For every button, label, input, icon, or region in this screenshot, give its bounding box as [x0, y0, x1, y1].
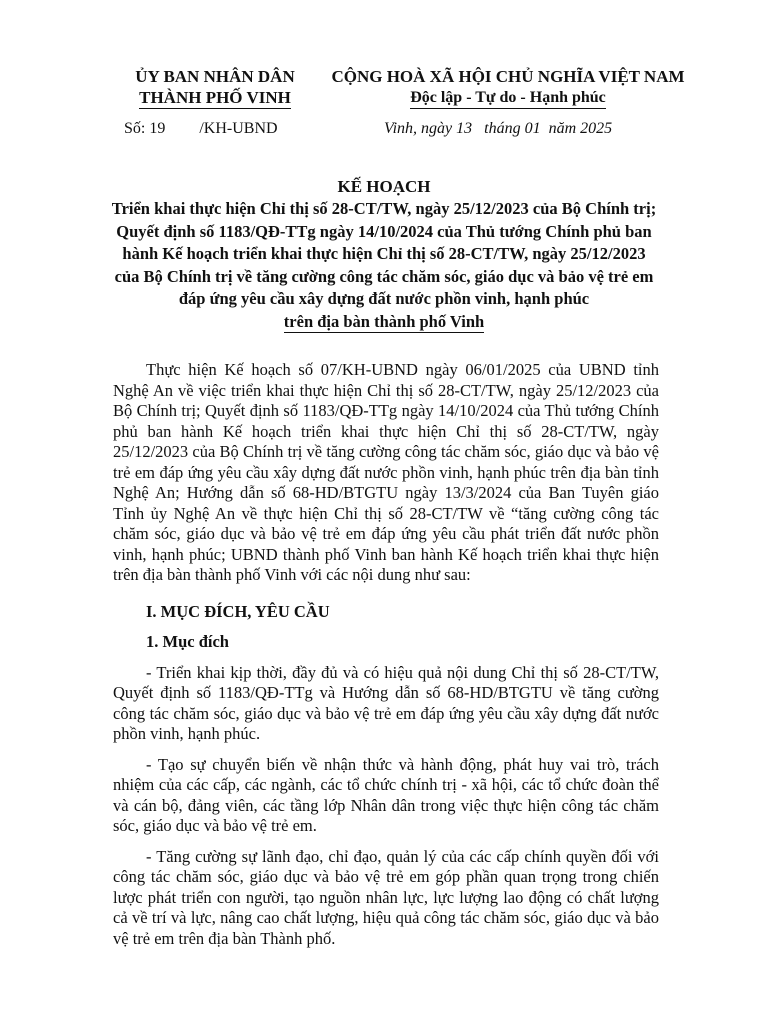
- bullet-paragraph-2: - Tạo sự chuyển biến về nhận thức và hành động, phát huy vai trò, trách nhiệm của các cấp, các ngành, các tổ chức chính trị - xã hội, các tổ chức đoàn thể và cán bộ, đảng viên, các tầng lớp Nhân dân trong việc thực hiện công tác chăm sóc, giáo dục và bảo vệ trẻ em.: [113, 754, 659, 835]
- issuer-block: [100, 66, 330, 109]
- bullet-paragraph-3: - Tăng cường sự lãnh đạo, chỉ đạo, quản lý của các cấp chính quyền đối với công tác chăm sóc, giáo dục và bảo vệ trẻ em góp phần quan trọng trong chiến lược phát triển con người, tạo nguồn nhân lực, lực lượng lao động có chất lượng cả về trí và lực, nâng cao chất lượng, hiệu quả công tác chăm sóc, giáo dục và bảo vệ trẻ em trên địa bàn Thành phố.: [113, 846, 659, 948]
- subtitle-line-5: đáp ứng yêu cầu xây dựng đất nước phồn vinh, hạnh phúc: [178, 289, 590, 308]
- national-title-block: [328, 66, 688, 109]
- issuer-line-1: ỦY BAN NHÂN DÂN: [135, 67, 295, 86]
- document-number: [124, 120, 278, 138]
- subtitle-line-1: Triển khai thực hiện Chỉ thị số 28-CT/TW, ngày 25/12/2023 của Bộ Chính trị;: [111, 199, 657, 218]
- subsection-heading: 1. Mục đích: [146, 632, 229, 651]
- document-date: Vinh, ngày 13 tháng 01 năm 2025: [384, 120, 613, 137]
- document-number-label: Số: 19: [124, 120, 166, 137]
- document-subtitle: [84, 198, 684, 333]
- subtitle-line-2: Quyết định số 1183/QĐ-TTg ngày 14/10/2024 của Thủ tướng Chính phủ ban: [116, 221, 652, 241]
- intro-paragraph: Thực hiện Kế hoạch số 07/KH-UBND ngày 06/01/2025 của UBND tỉnh Nghệ An về việc triển khai thực hiện Chỉ thị số 28-CT/TW, ngày 25/12/2023 của Bộ Chính trị; Quyết định số 1183/QĐ-TTg ngày 14/10/2024 của Thủ tướng Chính phủ ban hành Kế hoạch triển khai thực hiện Chỉ thị số 28-CT/TW, ngày 25/12/2023 của Bộ Chính trị về tăng cường công tác chăm sóc, giáo dục và bảo vệ trẻ em đáp ứng yêu cầu xây dựng đất nước phồn vinh, hạnh phúc trên địa bàn tỉnh Nghệ An; Hướng dẫn số 68-HD/BTGTU ngày 13/3/2024 của Ban Tuyên giáo Tỉnh ủy Nghệ An về thực hiện Chỉ thị số 28-CT/TW về “tăng cường công tác chăm sóc, giáo dục và bảo vệ trẻ em đáp ứng yêu cầu phát triển đất nước phồn vinh, hạnh phúc; UBND thành phố Vinh ban hành Kế hoạch triển khai thực hiện trên địa bàn thành phố Vinh với các nội dung như sau:: [113, 360, 659, 584]
- subtitle-line-3: hành Kế hoạch triển khai thực hiện Chỉ thị số 28-CT/TW, ngày 25/12/2023: [122, 244, 646, 263]
- document-body: [113, 360, 659, 949]
- title-block: [84, 176, 684, 333]
- section-heading: I. MỤC ĐÍCH, YÊU CẦU: [146, 601, 330, 621]
- issuer-line-2: THÀNH PHỐ VINH: [139, 88, 291, 107]
- bullet-paragraph-1: - Triển khai kịp thời, đầy đủ và có hiệu quả nội dung Chỉ thị số 28-CT/TW, Quyết định số 1183/QĐ-TTg và Hướng dẫn số 68-HD/BTGTU về tăng cường công tác chăm sóc, giáo dục và bảo vệ trẻ em đáp ứng yêu cầu xây dựng đất nước phồn vinh, hạnh phúc.: [113, 662, 659, 743]
- document-title: KẾ HOẠCH: [337, 177, 431, 196]
- national-motto: Độc lập - Tự do - Hạnh phúc: [410, 88, 606, 109]
- document-code: /KH-UBND: [199, 120, 278, 137]
- national-title: CỘNG HOÀ XÃ HỘI CHỦ NGHĨA VIỆT NAM: [331, 67, 685, 86]
- subtitle-line-4: của Bộ Chính trị về tăng cường công tác chăm sóc, giáo dục và bảo vệ trẻ em: [114, 266, 654, 286]
- subtitle-line-6: trên địa bàn thành phố Vinh: [283, 311, 485, 331]
